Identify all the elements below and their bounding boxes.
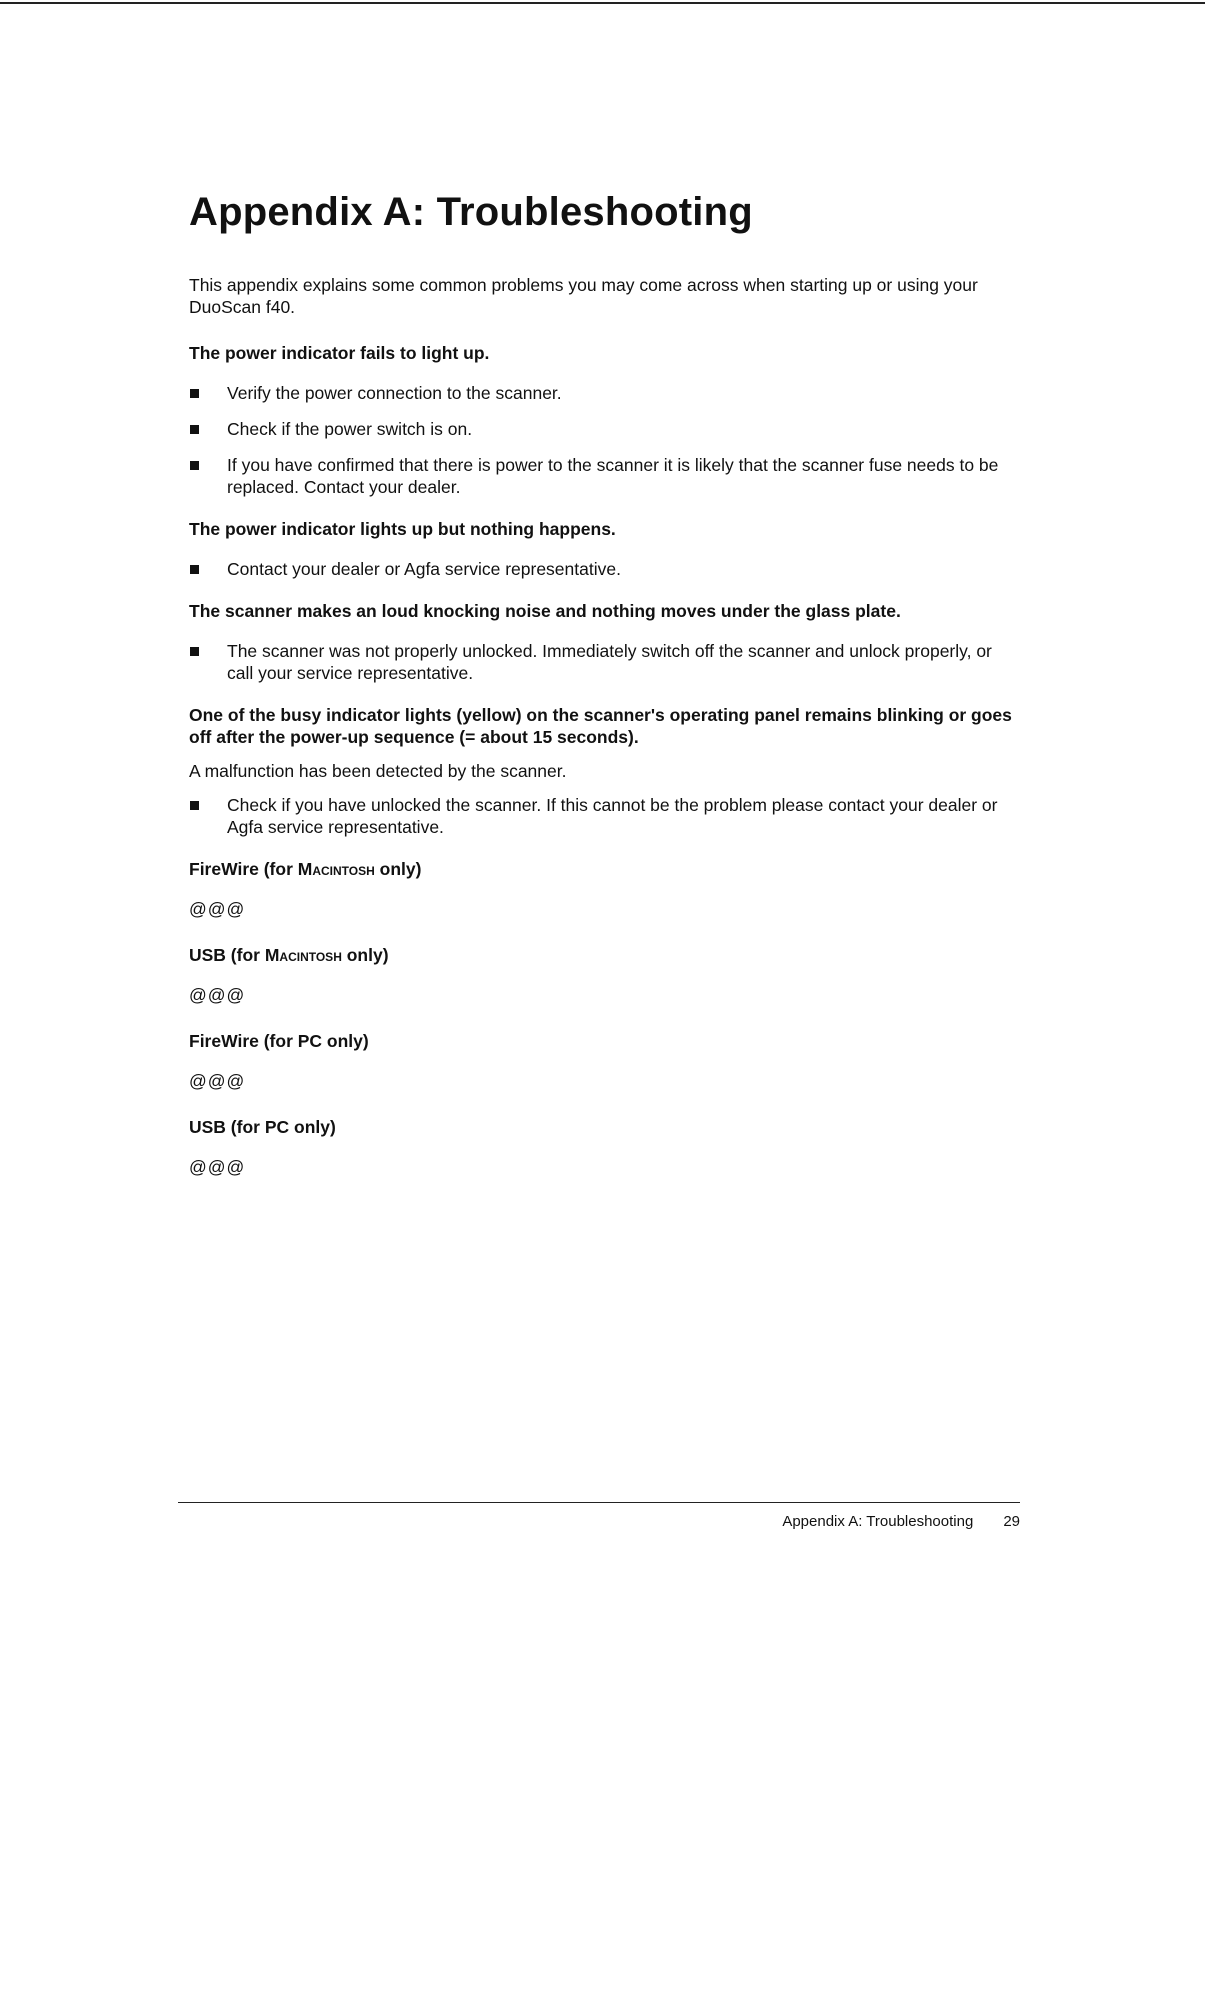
subsection-heading <box>189 1030 1019 1052</box>
section-heading: The power indicator fails to light up. <box>189 343 490 363</box>
page-footer <box>782 1513 1020 1531</box>
section-heading: The power indicator lights up but nothing happens. <box>189 519 616 539</box>
square-bullet-icon <box>190 461 199 470</box>
subsection-heading <box>189 858 1019 880</box>
intro-paragraph: This appendix explains some common problems you may come across when starting up or using your DuoScan f40. <box>189 275 978 317</box>
subsection-body: @@@ <box>189 985 246 1005</box>
subsection-body: @@@ <box>189 1157 246 1177</box>
subsection-heading-prefix: USB (for <box>189 945 265 965</box>
subsection-heading-platform: Macintosh <box>264 945 342 965</box>
top-rule <box>0 2 1205 4</box>
subsection-heading-prefix: FireWire (for <box>189 1031 298 1051</box>
bullet-list <box>189 558 1019 580</box>
list-item <box>189 418 1019 440</box>
list-item-text: If you have confirmed that there is power to the scanner it is likely that the scanner fuse needs to be replaced. Contact your dealer. <box>227 455 999 497</box>
subsection-heading-suffix: only) <box>322 1031 369 1051</box>
subsection-heading-suffix: only) <box>289 1117 336 1137</box>
page-content <box>189 188 1019 1202</box>
subsection-heading-platform: PC <box>297 1031 323 1051</box>
subsection-heading-platform: PC <box>264 1117 290 1137</box>
subsection-body: @@@ <box>189 1071 246 1091</box>
page-number: 29 <box>1003 1513 1020 1530</box>
list-item <box>189 382 1019 404</box>
square-bullet-icon <box>190 565 199 574</box>
subsection-heading-prefix: FireWire (for <box>189 859 298 879</box>
subsection-heading <box>189 944 1019 966</box>
subsection-heading-platform: Macintosh <box>297 859 375 879</box>
list-item <box>189 794 1019 838</box>
subsection-heading <box>189 1116 1019 1138</box>
subsection-heading-suffix: only) <box>374 859 422 879</box>
bullet-list <box>189 794 1019 838</box>
section-heading: The scanner makes an loud knocking noise and nothing moves under the glass plate. <box>189 601 901 621</box>
list-item-text: Check if you have unlocked the scanner. If this cannot be the problem please contact your dealer or Agfa service representative. <box>227 795 998 837</box>
section-heading: One of the busy indicator lights (yellow) on the scanner's operating panel remains blinking or goes off after the power-up sequence (= about 15 seconds). <box>189 705 1012 747</box>
list-item-text: Contact your dealer or Agfa service representative. <box>227 559 621 579</box>
list-item <box>189 640 1019 684</box>
square-bullet-icon <box>190 389 199 398</box>
footer-rule <box>178 1502 1020 1503</box>
list-item-text: Verify the power connection to the scanner. <box>227 383 562 403</box>
page-title: Appendix A: Troubleshooting <box>189 190 753 234</box>
footer-section-title: Appendix A: Troubleshooting <box>782 1513 974 1530</box>
list-item-text: Check if the power switch is on. <box>227 419 473 439</box>
subsection-heading-prefix: USB (for <box>189 1117 265 1137</box>
section-paragraph: A malfunction has been detected by the scanner. <box>189 761 567 781</box>
subsection-body: @@@ <box>189 899 246 919</box>
list-item <box>189 558 1019 580</box>
square-bullet-icon <box>190 647 199 656</box>
bullet-list <box>189 382 1019 498</box>
list-item-text: The scanner was not properly unlocked. Immediately switch off the scanner and unlock properly, or call your service representative. <box>227 641 992 683</box>
square-bullet-icon <box>190 425 199 434</box>
bullet-list <box>189 640 1019 684</box>
subsection-heading-suffix: only) <box>341 945 389 965</box>
list-item <box>189 454 1019 498</box>
square-bullet-icon <box>190 801 199 810</box>
